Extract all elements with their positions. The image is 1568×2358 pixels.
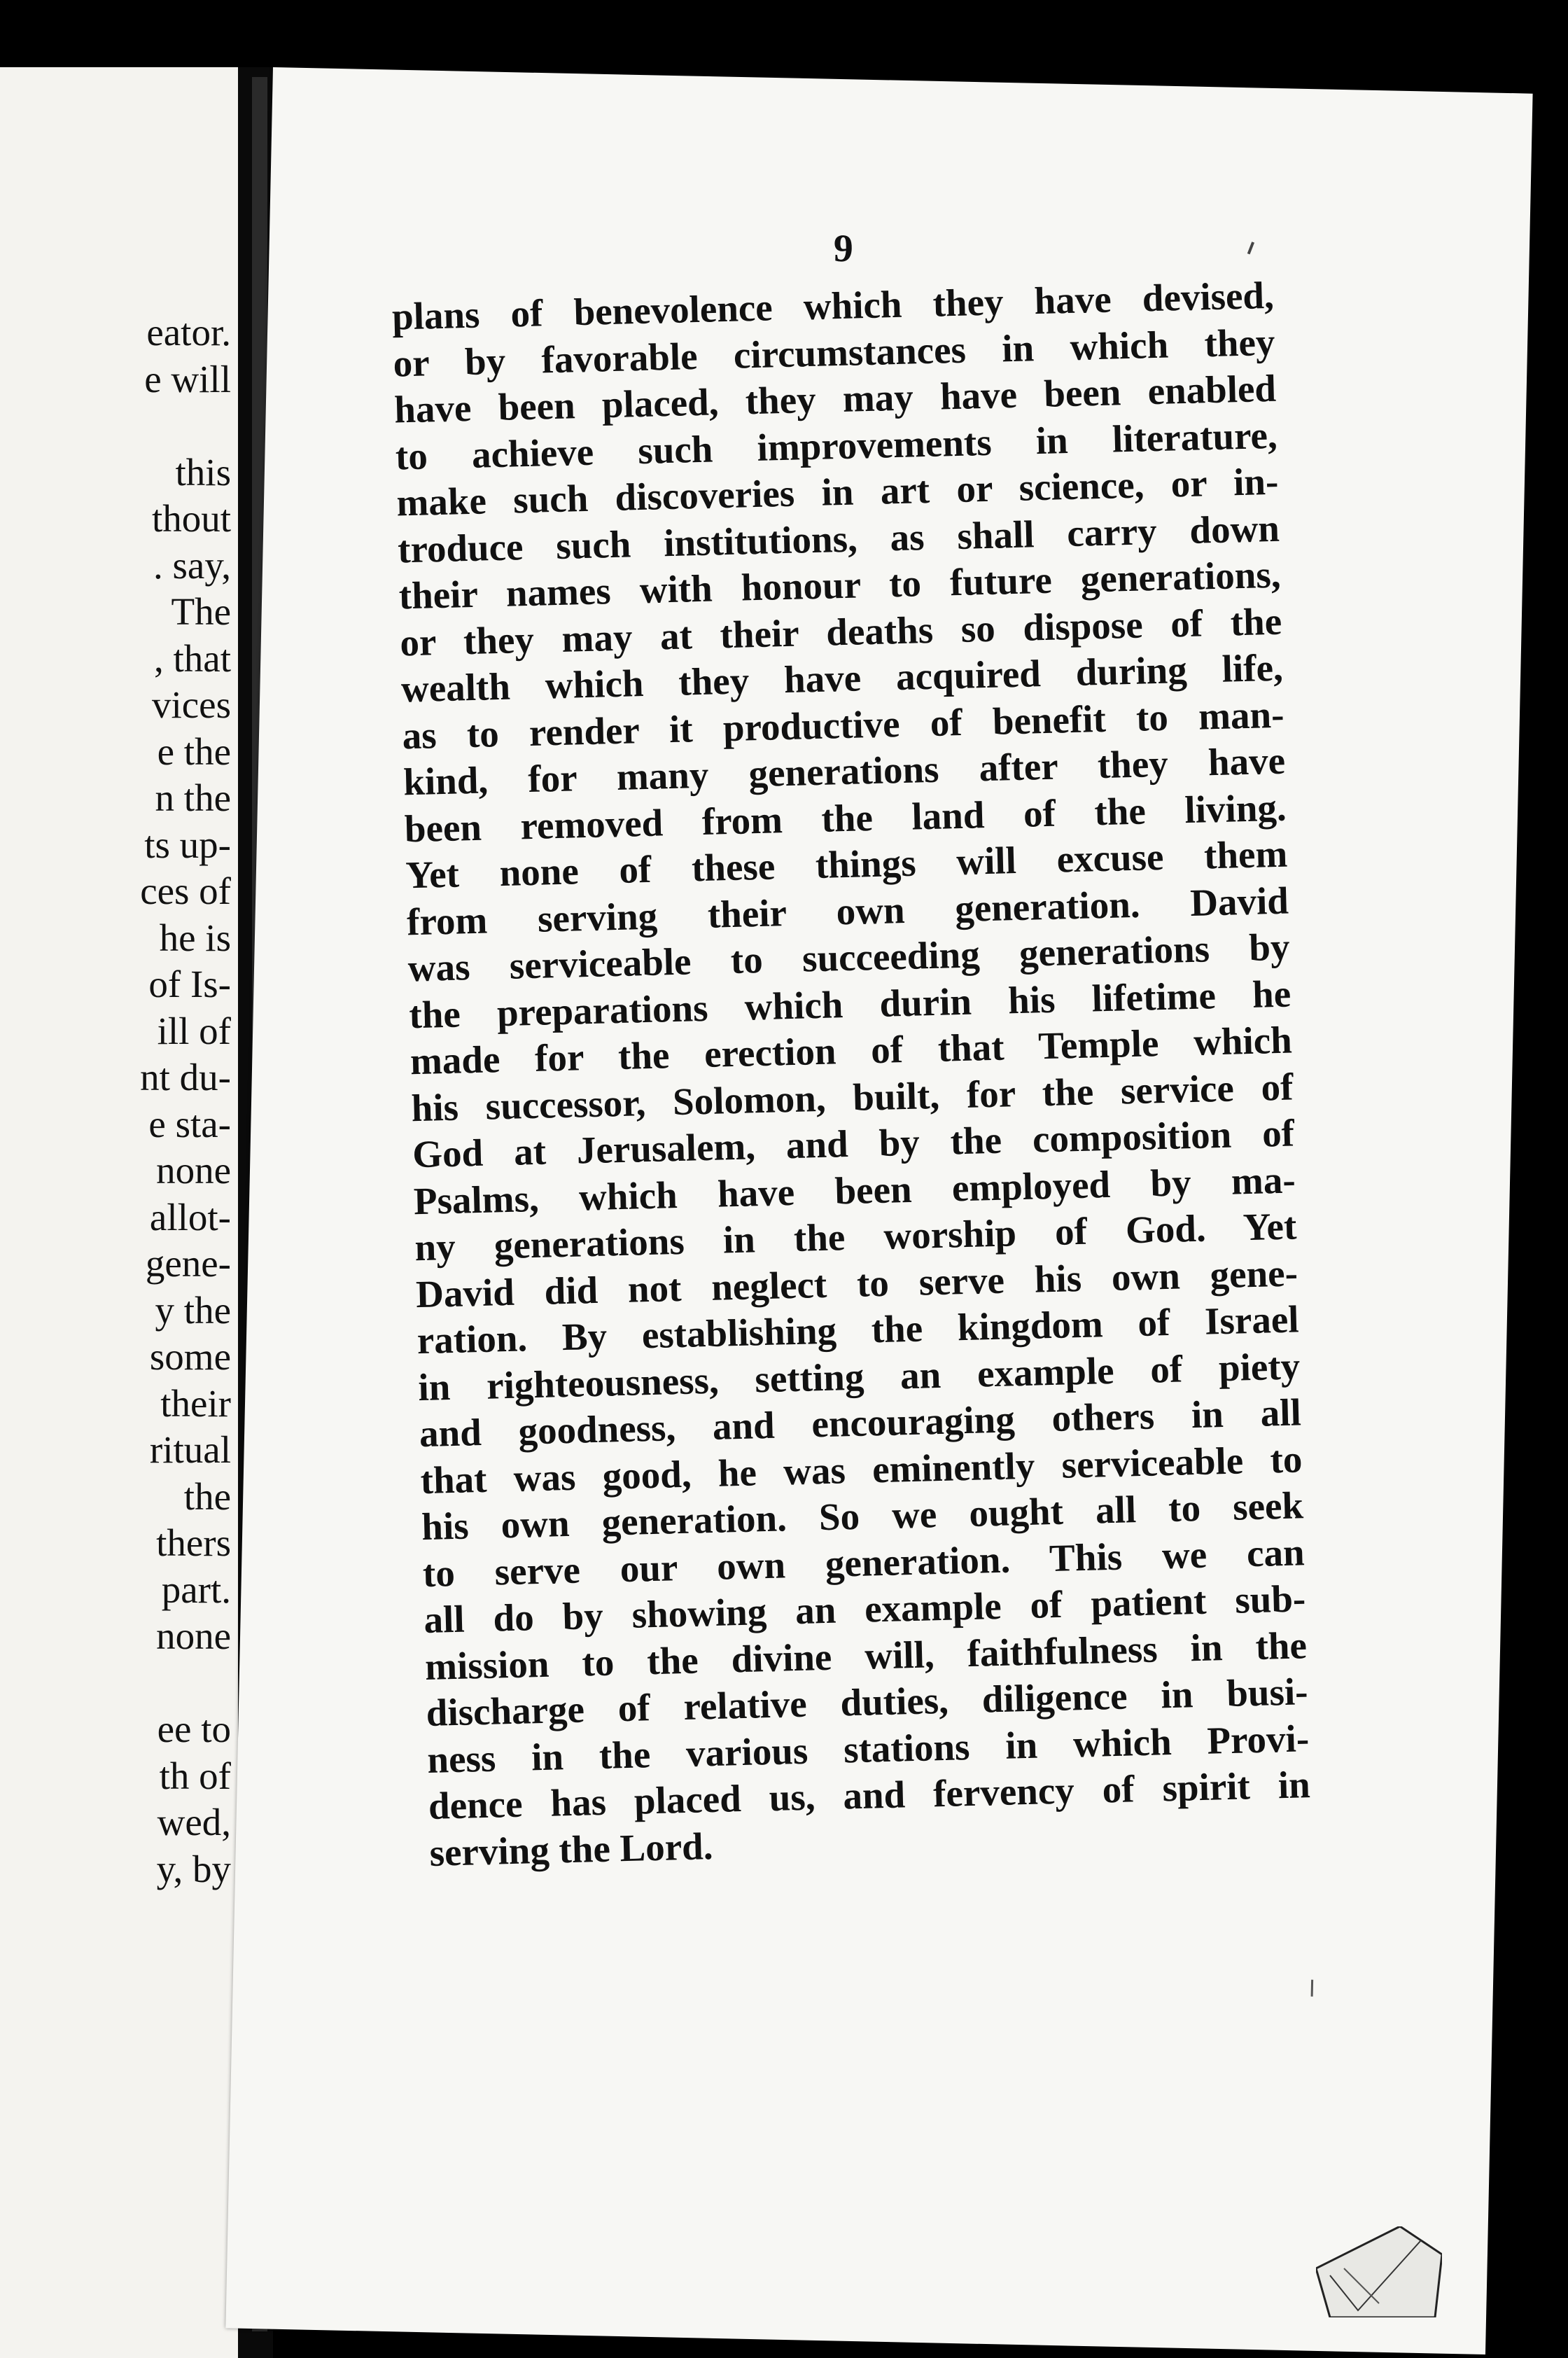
text-line: David did not neglect to serve his own gene-: [415, 1250, 1298, 1316]
previous-page-line: eator.: [146, 311, 231, 354]
text-line: his successor, Solomon, built, for the service of: [410, 1064, 1294, 1129]
text-line: have been placed, they may have been enabled: [393, 366, 1277, 431]
previous-page-line: e the: [157, 730, 231, 773]
torn-corner: [1316, 2226, 1442, 2317]
previous-page-line: thers: [156, 1521, 231, 1564]
previous-page-line: y the: [155, 1288, 231, 1332]
text-line: dence has placed us, and fervency of spirit in: [428, 1763, 1311, 1827]
text-line: in righteousness, setting an example of piety: [417, 1344, 1301, 1409]
text-line: their names with honour to future generations,: [398, 552, 1282, 618]
text-line: troduce such institutions, as shall carry down: [397, 506, 1280, 571]
text-line: make such discoveries in art or science, or in-: [396, 459, 1279, 524]
text-line: the preparations which durin his lifetime he: [408, 972, 1292, 1036]
text-line: mission to the divine will, faithfulness in the: [424, 1623, 1308, 1688]
text-line: his own generation. So we ought all to seek: [421, 1484, 1304, 1549]
previous-page-line: none: [156, 1149, 231, 1192]
previous-page-line: wed,: [157, 1801, 231, 1843]
previous-page-line: he is: [159, 916, 231, 959]
previous-page-line: allot-: [149, 1195, 231, 1239]
text-line: as to render it productive of benefit to man-: [401, 692, 1285, 757]
previous-page-line: this: [175, 450, 231, 494]
previous-page-line: ts up-: [144, 823, 231, 866]
previous-page-line: part.: [161, 1568, 231, 1611]
previous-page-line: nt du-: [140, 1056, 231, 1098]
previous-page-line: ee to: [157, 1708, 231, 1750]
previous-page-line: none: [156, 1614, 231, 1657]
text-line: God at Jerusalem, and by the composition of: [412, 1111, 1295, 1176]
previous-page-line: the: [183, 1474, 231, 1518]
previous-page-line: y, by: [156, 1847, 231, 1890]
text-line: serving the Lord.: [428, 1824, 714, 1874]
previous-page-line: e sta-: [148, 1102, 231, 1145]
ink-speck: [1311, 1980, 1314, 1997]
text-line: been removed from the land of the living.: [404, 786, 1287, 850]
page-number: 9: [833, 226, 854, 271]
ink-mark: [1247, 242, 1254, 254]
previous-page-line: thout: [151, 497, 231, 540]
previous-page-line: . say,: [153, 543, 231, 587]
previous-page-line: of Is-: [148, 963, 231, 1005]
previous-page-line: th of: [159, 1754, 231, 1797]
text-line: Yet none of these things will excuse them: [405, 832, 1288, 897]
text-line: was serviceable to succeeding generations by: [407, 925, 1291, 990]
text-line: or by favorable circumstances in which they: [392, 320, 1276, 385]
text-line: to achieve such improvements in literature,: [395, 413, 1278, 478]
text-line: all do by showing an example of patient sub-: [423, 1577, 1306, 1642]
previous-page-line: ill of: [157, 1009, 231, 1052]
text-line: plans of benevolence which they have devised,: [391, 273, 1275, 338]
text-line: from serving their own generation. David: [406, 879, 1289, 943]
previous-page: [0, 67, 238, 2358]
previous-page-line: [91, 1660, 231, 1707]
text-line: Psalms, which have been employed by ma-: [413, 1157, 1296, 1222]
text-line: or they may at their deaths so dispose of the: [399, 599, 1282, 664]
text-line: made for the erection of that Temple which: [410, 1018, 1293, 1083]
text-line: ny generations in the worship of God. Yet: [414, 1204, 1297, 1269]
text-line: to serve our own generation. This we can: [422, 1530, 1306, 1595]
text-line: ration. By establishing the kingdom of Israel: [416, 1297, 1300, 1362]
previous-page-line: e will: [144, 357, 231, 400]
previous-page-line: gene-: [145, 1242, 231, 1285]
previous-page-line: [91, 403, 231, 449]
previous-page-line: vices: [151, 683, 231, 726]
text-line: ness in the various stations in which Provi-: [426, 1716, 1310, 1781]
previous-page-line: their: [160, 1381, 231, 1425]
previous-page-line: The: [171, 590, 231, 633]
previous-page-line: ces of: [140, 870, 231, 912]
previous-page-text: [91, 309, 231, 1892]
text-line: kind, for many generations after they have: [402, 739, 1286, 804]
text-line: discharge of relative duties, diligence in busi-: [426, 1670, 1309, 1735]
current-page: [225, 67, 1532, 2354]
previous-page-line: some: [149, 1335, 231, 1378]
text-line: that was good, he was eminently serviceable to: [419, 1437, 1303, 1502]
previous-page-line: ritual: [149, 1428, 231, 1471]
text-line: and goodness, and encouraging others in all: [419, 1390, 1302, 1456]
text-line: wealth which they have acquired during life,: [400, 646, 1284, 711]
previous-page-line: , that: [154, 636, 231, 680]
body-text: [391, 272, 1312, 1876]
previous-page-line: n the: [155, 776, 231, 819]
